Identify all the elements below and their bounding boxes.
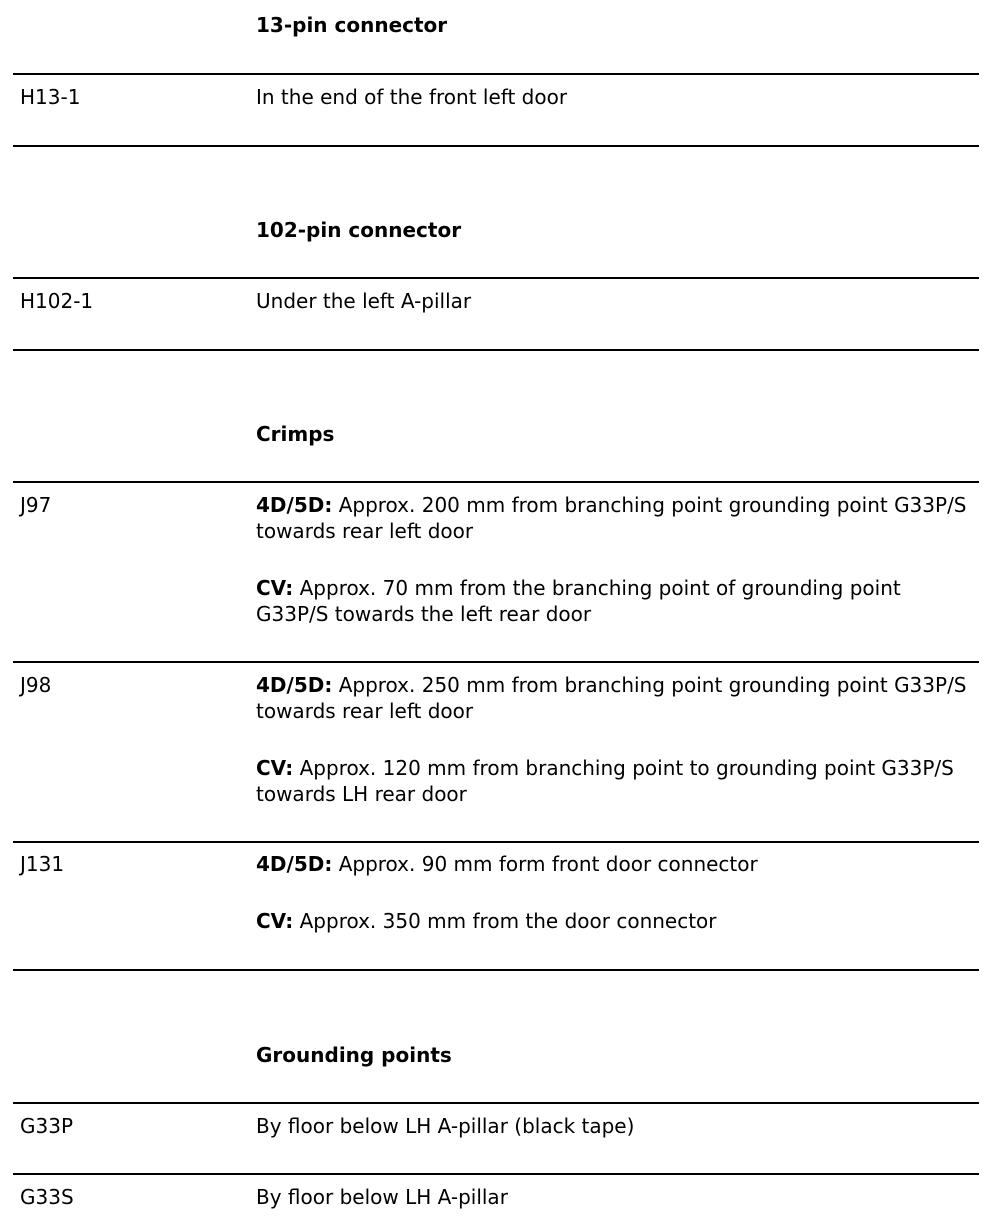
component-code: J131 [20, 852, 65, 876]
variant-label: 4D/5D: [256, 673, 333, 697]
location-paragraph [256, 851, 976, 877]
location-text: By floor below LH A-pillar (black tape) [256, 1114, 635, 1138]
variant-label: CV: [256, 909, 294, 933]
location-paragraph [256, 492, 976, 544]
section-heading-13-pin-connector: 13-pin connector [256, 13, 448, 37]
variant-label: CV: [256, 756, 294, 780]
variant-label: CV: [256, 576, 294, 600]
row-divider [13, 1173, 979, 1175]
component-code: G33P [20, 1114, 74, 1138]
component-code: J98 [20, 673, 52, 697]
section-top-divider [13, 277, 979, 279]
section-top-divider [13, 1102, 979, 1104]
row-divider [13, 349, 979, 351]
section-top-divider [13, 73, 979, 75]
component-code: H102-1 [20, 289, 94, 313]
row-divider [13, 841, 979, 843]
location-paragraph [256, 575, 976, 627]
component-location [256, 288, 976, 314]
variant-label: 4D/5D: [256, 852, 333, 876]
component-location [256, 672, 976, 807]
section-heading-102-pin-connector: 102-pin connector [256, 218, 462, 242]
component-location [256, 1184, 976, 1210]
component-code: G33S [20, 1185, 74, 1209]
location-text: Under the left A-pillar [256, 289, 472, 313]
location-text: Approx. 70 mm from the branching point of grounding point G33P/S towards the left rear door [256, 576, 901, 626]
row-divider [13, 661, 979, 663]
variant-label: 4D/5D: [256, 493, 333, 517]
location-paragraph [256, 755, 976, 807]
component-code: H13-1 [20, 85, 81, 109]
component-location [256, 851, 976, 934]
row-divider [13, 145, 979, 147]
component-location [256, 492, 976, 627]
component-location [256, 1113, 976, 1139]
location-text: Approx. 250 mm from branching point grounding point G33P/S towards rear left door [256, 673, 967, 723]
section-heading-grounding-points: Grounding points [256, 1043, 452, 1067]
location-text: Approx. 120 mm from branching point to grounding point G33P/S towards LH rear door [256, 756, 954, 806]
section-heading-crimps: Crimps [256, 422, 335, 446]
row-divider [13, 969, 979, 971]
section-top-divider [13, 481, 979, 483]
location-paragraph [256, 672, 976, 724]
location-text: By floor below LH A-pillar [256, 1185, 508, 1209]
location-text: Approx. 350 mm from the door connector [293, 909, 717, 933]
location-text: Approx. 200 mm from branching point grounding point G33P/S towards rear left door [256, 493, 967, 543]
location-text: Approx. 90 mm form front door connector [332, 852, 758, 876]
component-location [256, 84, 976, 110]
component-code: J97 [20, 493, 52, 517]
location-paragraph [256, 908, 976, 934]
location-text: In the end of the front left door [256, 85, 568, 109]
